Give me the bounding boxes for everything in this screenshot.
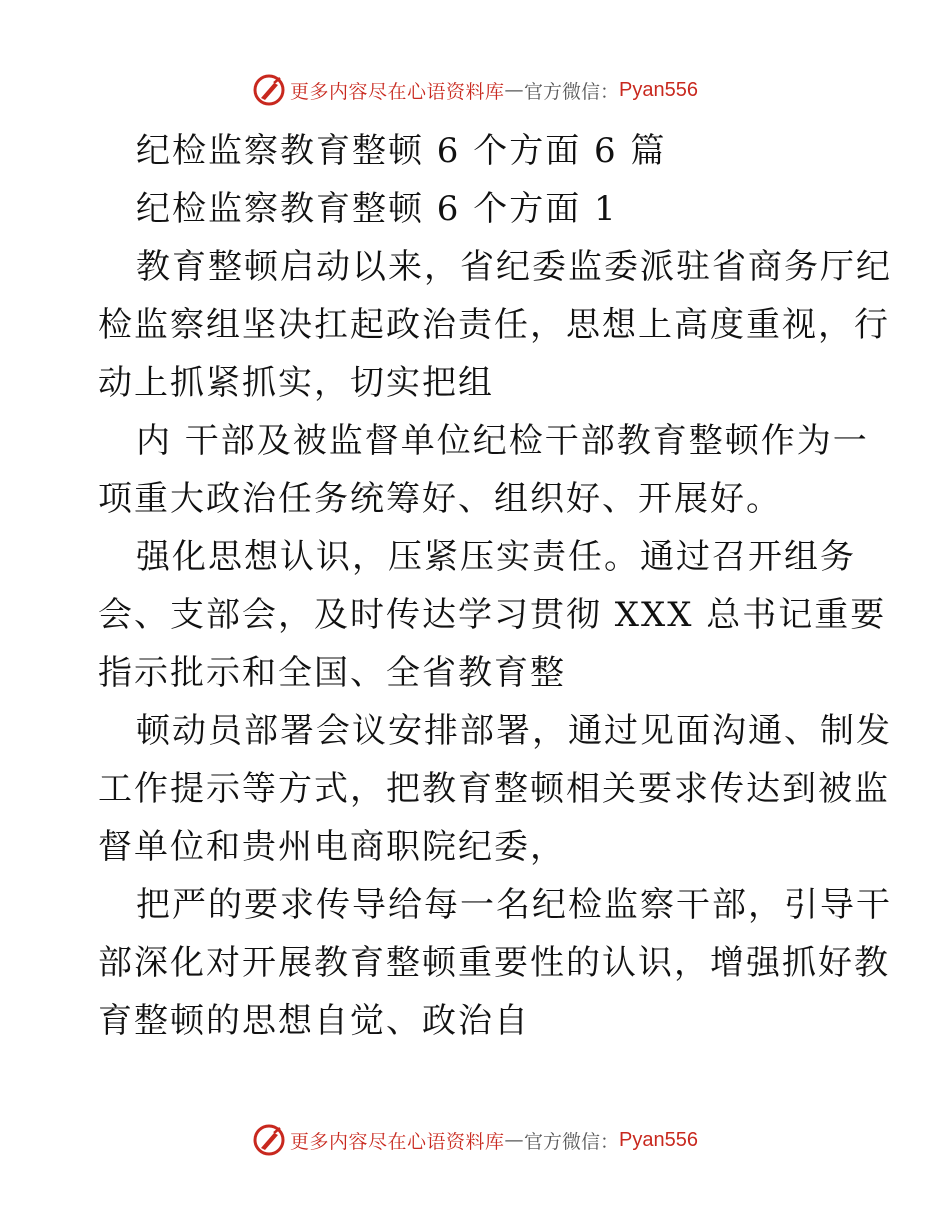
text-line: 把严的要求传导给每一名纪检监察干部，引导干	[136, 885, 892, 925]
footer-banner	[0, 1120, 950, 1160]
text-line: 指示批示和全国、全省教育整	[98, 653, 566, 693]
text-line: 顿动员部署会议安排部署，通过见面沟通、制发	[136, 711, 892, 751]
text-line: 督单位和贵州电商职院纪委，	[98, 827, 566, 867]
banner-dash: —	[504, 1129, 525, 1151]
banner-dash: —	[504, 79, 525, 101]
banner-slogan: 更多内容尽在心语资料库	[290, 1130, 505, 1153]
text-line: 工作提示等方式，把教育整顿相关要求传达到被监	[98, 769, 890, 809]
text-line: 部深化对开展教育整顿重要性的认识，增强抓好教	[98, 943, 890, 983]
text-line: 项重大政治任务统筹好、组织好、开展好。	[98, 479, 782, 519]
quill-logo-icon	[252, 1123, 286, 1157]
text-line: 动上抓紧抓实，切实把组	[98, 363, 494, 403]
banner-account-id: Pyan556	[619, 1128, 698, 1151]
banner-account-label: 官方微信：	[524, 1130, 620, 1153]
text-line: 强化思想认识，压紧压实责任。通过召开组务	[136, 537, 856, 577]
text-line: 内 干部及被监督单位纪检干部教育整顿作为一	[136, 421, 869, 461]
quill-logo-icon	[252, 73, 286, 107]
document-body	[98, 122, 892, 1050]
text-line: 纪检监察教育整顿 6 个方面 1	[136, 189, 618, 229]
header-banner	[0, 70, 950, 110]
banner-account-label: 官方微信：	[524, 80, 620, 103]
text-line: 检监察组坚决扛起政治责任，思想上高度重视，行	[98, 305, 890, 345]
banner-slogan: 更多内容尽在心语资料库	[290, 80, 505, 103]
text-line: 教育整顿启动以来，省纪委监委派驻省商务厅纪	[136, 247, 892, 287]
text-line: 纪检监察教育整顿 6 个方面 6 篇	[136, 131, 667, 171]
banner-account-id: Pyan556	[619, 78, 698, 101]
text-line: 会、支部会，及时传达学习贯彻 XXX 总书记重要	[98, 595, 887, 635]
text-line: 育整顿的思想自觉、政治自	[98, 1001, 530, 1041]
